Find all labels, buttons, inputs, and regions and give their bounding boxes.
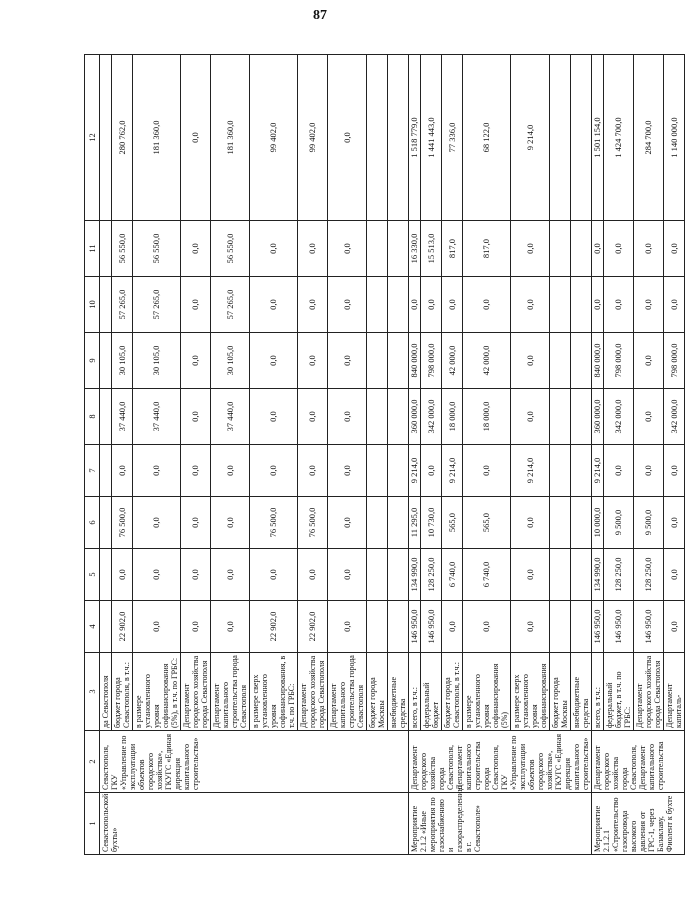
amount-cell: 42 000,0 bbox=[463, 333, 511, 389]
amount-cell: 0,0 bbox=[250, 333, 298, 389]
amount-cell bbox=[100, 549, 112, 601]
amount-cell: 10 730,0 bbox=[421, 497, 442, 549]
funding-source-cell: бюджет города Севастополя, в т.ч.: bbox=[442, 653, 463, 731]
amount-cell bbox=[550, 221, 571, 277]
amount-cell: 42 000,0 bbox=[442, 333, 463, 389]
funding-source-cell: бюджет города Москвы bbox=[367, 653, 388, 731]
amount-cell: 0,0 bbox=[664, 497, 685, 549]
amount-cell: 37 440,0 bbox=[112, 389, 133, 445]
amount-cell: 22 902,0 bbox=[112, 601, 133, 653]
amount-cell: 146 950,0 bbox=[604, 601, 634, 653]
amount-cell: 181 360,0 bbox=[133, 55, 181, 221]
amount-cell: 840 000,0 bbox=[592, 333, 604, 389]
amount-cell bbox=[367, 497, 388, 549]
amount-cell: 0,0 bbox=[328, 221, 367, 277]
amount-cell bbox=[388, 601, 409, 653]
amount-cell: 0,0 bbox=[181, 445, 211, 497]
amount-cell: 0,0 bbox=[133, 445, 181, 497]
amount-cell: 18 000,0 bbox=[442, 389, 463, 445]
amount-cell: 9 214,0 bbox=[409, 445, 421, 497]
amount-cell: 15 513,0 bbox=[421, 221, 442, 277]
amount-cell: 0,0 bbox=[181, 601, 211, 653]
amount-cell: 0,0 bbox=[328, 55, 367, 221]
amount-cell: 798 000,0 bbox=[421, 333, 442, 389]
funding-source-cell: Департамент капиталь- bbox=[664, 653, 685, 731]
amount-cell: 0,0 bbox=[664, 445, 685, 497]
amount-cell bbox=[550, 549, 571, 601]
amount-cell: 817,0 bbox=[463, 221, 511, 277]
amount-cell bbox=[571, 333, 592, 389]
funding-source-cell: Департамент городского хозяйства города Севастополя bbox=[634, 653, 664, 731]
header-row bbox=[85, 55, 100, 855]
amount-cell bbox=[571, 221, 592, 277]
amount-cell bbox=[388, 221, 409, 277]
amount-cell: 128 250,0 bbox=[421, 549, 442, 601]
amount-cell: 1 441 443,0 bbox=[421, 55, 442, 221]
amount-cell: 342 000,0 bbox=[664, 389, 685, 445]
amount-cell: 9 214,0 bbox=[592, 445, 604, 497]
table-body bbox=[85, 55, 685, 855]
amount-cell: 0,0 bbox=[250, 389, 298, 445]
amount-cell: 99 402,0 bbox=[250, 55, 298, 221]
executor-cell: Севастополя, ГКУ «Управление по эксплуатации объектов городского хозяйства», ГКУГС «Единая дирекция капитального строительства» bbox=[100, 731, 409, 793]
amount-cell: 0,0 bbox=[181, 497, 211, 549]
funding-source-cell: Департамент капитального строительства города Севастополя bbox=[328, 653, 367, 731]
amount-cell: 0,0 bbox=[211, 445, 250, 497]
amount-cell bbox=[100, 333, 112, 389]
amount-cell bbox=[367, 221, 388, 277]
amount-cell: 0,0 bbox=[211, 549, 250, 601]
header-cell: 11 bbox=[85, 221, 100, 277]
amount-cell: 37 440,0 bbox=[211, 389, 250, 445]
amount-cell: 76 500,0 bbox=[298, 497, 328, 549]
funding-source-cell: Департамент капитального строительства города Севастополя bbox=[211, 653, 250, 731]
funding-source-cell: всего, в т.ч.: bbox=[592, 653, 604, 731]
amount-cell bbox=[550, 601, 571, 653]
funding-source-cell: в размере установленного уровня софинансирования (5%) bbox=[463, 653, 511, 731]
amount-cell bbox=[100, 389, 112, 445]
amount-cell: 0,0 bbox=[664, 221, 685, 277]
rotated-table-sheet bbox=[84, 55, 683, 855]
amount-cell: 0,0 bbox=[250, 221, 298, 277]
amount-cell bbox=[367, 445, 388, 497]
amount-cell: 1 501 154,0 bbox=[592, 55, 604, 221]
amount-cell bbox=[550, 497, 571, 549]
amount-cell: 0,0 bbox=[592, 221, 604, 277]
amount-cell: 342 000,0 bbox=[421, 389, 442, 445]
amount-cell: 0,0 bbox=[634, 333, 664, 389]
amount-cell bbox=[100, 497, 112, 549]
amount-cell: 0,0 bbox=[181, 389, 211, 445]
amount-cell: 0,0 bbox=[442, 277, 463, 333]
amount-cell: 56 550,0 bbox=[112, 221, 133, 277]
amount-cell: 146 950,0 bbox=[592, 601, 604, 653]
header-cell: 10 bbox=[85, 277, 100, 333]
amount-cell: 0,0 bbox=[298, 221, 328, 277]
amount-cell: 0,0 bbox=[421, 277, 442, 333]
amount-cell: 146 950,0 bbox=[409, 601, 421, 653]
amount-cell: 0,0 bbox=[442, 601, 463, 653]
funding-source-cell: внебюджетные средства bbox=[388, 653, 409, 731]
header-cell: 5 bbox=[85, 549, 100, 601]
amount-cell: 181 360,0 bbox=[211, 55, 250, 221]
amount-cell: 342 000,0 bbox=[604, 389, 634, 445]
amount-cell: 0,0 bbox=[634, 389, 664, 445]
amount-cell: 0,0 bbox=[328, 549, 367, 601]
amount-cell bbox=[388, 55, 409, 221]
amount-cell: 0,0 bbox=[328, 277, 367, 333]
amount-cell bbox=[367, 333, 388, 389]
event-name-cell: Мероприятие 2.1.2 «Иные мероприятия по газоснабжению и газораспределению в г. Севастополе» bbox=[409, 793, 592, 855]
amount-cell: 798 000,0 bbox=[664, 333, 685, 389]
amount-cell: 798 000,0 bbox=[604, 333, 634, 389]
amount-cell bbox=[550, 333, 571, 389]
amount-cell: 0,0 bbox=[592, 277, 604, 333]
amount-cell: 0,0 bbox=[664, 277, 685, 333]
table-row bbox=[100, 55, 112, 855]
amount-cell: 0,0 bbox=[511, 389, 550, 445]
amount-cell: 0,0 bbox=[298, 445, 328, 497]
amount-cell: 0,0 bbox=[604, 445, 634, 497]
amount-cell: 1 424 700,0 bbox=[604, 55, 634, 221]
amount-cell bbox=[571, 389, 592, 445]
amount-cell: 134 990,0 bbox=[592, 549, 604, 601]
funding-source-cell: федеральный бюджет, в т.ч. по ГРБС: bbox=[604, 653, 634, 731]
amount-cell: 9 500,0 bbox=[634, 497, 664, 549]
amount-cell: 360 000,0 bbox=[409, 389, 421, 445]
funding-source-cell: бюджет города Москвы bbox=[550, 653, 571, 731]
amount-cell: 0,0 bbox=[409, 277, 421, 333]
amount-cell bbox=[571, 55, 592, 221]
amount-cell: 6 740,0 bbox=[442, 549, 463, 601]
amount-cell: 0,0 bbox=[133, 601, 181, 653]
event-name-cell: Мероприятие 2.1.2.1 «Строительство газопровода высокого давления от ГРС-1, через Балаклаву, Фиолент к бухте bbox=[592, 793, 685, 855]
amount-cell: 0,0 bbox=[328, 333, 367, 389]
amount-cell bbox=[100, 277, 112, 333]
amount-cell: 1 518 779,0 bbox=[409, 55, 421, 221]
amount-cell: 0,0 bbox=[421, 445, 442, 497]
table-row bbox=[592, 55, 604, 855]
amount-cell: 146 950,0 bbox=[634, 601, 664, 653]
amount-cell: 0,0 bbox=[511, 549, 550, 601]
amount-cell bbox=[100, 55, 112, 221]
amount-cell: 10 000,0 bbox=[592, 497, 604, 549]
amount-cell: 9 500,0 bbox=[604, 497, 634, 549]
amount-cell: 565,0 bbox=[442, 497, 463, 549]
amount-cell: 76 500,0 bbox=[250, 497, 298, 549]
amount-cell bbox=[550, 445, 571, 497]
amount-cell: 30 105,0 bbox=[211, 333, 250, 389]
amount-cell: 0,0 bbox=[604, 221, 634, 277]
header-cell: 6 bbox=[85, 497, 100, 549]
amount-cell: 360 000,0 bbox=[592, 389, 604, 445]
amount-cell: 0,0 bbox=[328, 497, 367, 549]
amount-cell bbox=[388, 445, 409, 497]
amount-cell: 57 265,0 bbox=[211, 277, 250, 333]
amount-cell: 565,0 bbox=[463, 497, 511, 549]
amount-cell bbox=[388, 277, 409, 333]
amount-cell: 76 500,0 bbox=[112, 497, 133, 549]
amount-cell bbox=[367, 55, 388, 221]
funding-source-cell: Департамент городского хозяйства города Севастополя bbox=[298, 653, 328, 731]
amount-cell: 0,0 bbox=[250, 445, 298, 497]
executor-cell: Департамент городского хозяйства города Севастополя, Департамент капитального строительства города Севастополя, ГКУ «Управление по эксплуатации объектов городского хозяйства», ГКУГС «Единая дирекция капитального строительства» bbox=[409, 731, 592, 793]
amount-cell: 57 265,0 bbox=[133, 277, 181, 333]
header-cell: 2 bbox=[85, 731, 100, 793]
amount-cell: 1 140 000,0 bbox=[664, 55, 685, 221]
amount-cell: 280 762,0 bbox=[112, 55, 133, 221]
amount-cell: 0,0 bbox=[463, 277, 511, 333]
amount-cell: 57 265,0 bbox=[112, 277, 133, 333]
amount-cell bbox=[100, 445, 112, 497]
amount-cell: 0,0 bbox=[250, 549, 298, 601]
amount-cell: 0,0 bbox=[328, 389, 367, 445]
amount-cell: 0,0 bbox=[181, 549, 211, 601]
amount-cell bbox=[550, 277, 571, 333]
amount-cell: 0,0 bbox=[463, 601, 511, 653]
header-cell: 4 bbox=[85, 601, 100, 653]
amount-cell bbox=[367, 601, 388, 653]
amount-cell: 22 902,0 bbox=[250, 601, 298, 653]
amount-cell: 0,0 bbox=[298, 277, 328, 333]
amount-cell: 22 902,0 bbox=[298, 601, 328, 653]
amount-cell: 0,0 bbox=[133, 497, 181, 549]
amount-cell: 0,0 bbox=[511, 333, 550, 389]
amount-cell: 284 700,0 bbox=[634, 55, 664, 221]
header-cell: 7 bbox=[85, 445, 100, 497]
amount-cell: 0,0 bbox=[211, 497, 250, 549]
amount-cell bbox=[550, 55, 571, 221]
header-cell: 3 bbox=[85, 653, 100, 731]
amount-cell: 9 214,0 bbox=[511, 445, 550, 497]
amount-cell: 37 440,0 bbox=[133, 389, 181, 445]
funding-source-cell: в размере сверх установленного уровня софинансирования, в т.ч. по ГРБС: bbox=[250, 653, 298, 731]
amount-cell: 0,0 bbox=[511, 221, 550, 277]
amount-cell bbox=[388, 389, 409, 445]
amount-cell bbox=[367, 389, 388, 445]
amount-cell bbox=[571, 549, 592, 601]
amount-cell bbox=[571, 277, 592, 333]
amount-cell: 0,0 bbox=[298, 333, 328, 389]
amount-cell: 0,0 bbox=[112, 445, 133, 497]
amount-cell bbox=[388, 333, 409, 389]
funding-source-cell: в размере установленного уровня софинансирования (5%), в т.ч. по ГРБС: bbox=[133, 653, 181, 731]
amount-cell bbox=[100, 221, 112, 277]
amount-cell: 134 990,0 bbox=[409, 549, 421, 601]
amount-cell: 6 740,0 bbox=[463, 549, 511, 601]
header-cell: 12 bbox=[85, 55, 100, 221]
funding-source-cell: в размере сверх установленного уровня софинансирования bbox=[511, 653, 550, 731]
amount-cell: 11 295,0 bbox=[409, 497, 421, 549]
amount-cell: 56 550,0 bbox=[133, 221, 181, 277]
amount-cell: 0,0 bbox=[181, 221, 211, 277]
amount-cell: 9 214,0 bbox=[511, 55, 550, 221]
amount-cell bbox=[571, 601, 592, 653]
amount-cell: 68 122,0 bbox=[463, 55, 511, 221]
amount-cell bbox=[100, 601, 112, 653]
amount-cell: 0,0 bbox=[328, 445, 367, 497]
funding-source-cell: бюджет города Севастополя, в т.ч.: bbox=[112, 653, 133, 731]
amount-cell bbox=[571, 497, 592, 549]
amount-cell: 0,0 bbox=[634, 277, 664, 333]
amount-cell: 16 330,0 bbox=[409, 221, 421, 277]
amount-cell: 99 402,0 bbox=[298, 55, 328, 221]
amount-cell: 840 000,0 bbox=[409, 333, 421, 389]
amount-cell: 30 105,0 bbox=[112, 333, 133, 389]
header-cell: 9 bbox=[85, 333, 100, 389]
amount-cell: 56 550,0 bbox=[211, 221, 250, 277]
header-cell: 8 bbox=[85, 389, 100, 445]
amount-cell: 0,0 bbox=[634, 445, 664, 497]
amount-cell: 0,0 bbox=[664, 549, 685, 601]
amount-cell: 0,0 bbox=[328, 601, 367, 653]
amount-cell: 18 000,0 bbox=[463, 389, 511, 445]
amount-cell: 0,0 bbox=[211, 601, 250, 653]
amount-cell: 30 105,0 bbox=[133, 333, 181, 389]
amount-cell: 0,0 bbox=[133, 549, 181, 601]
amount-cell: 0,0 bbox=[181, 55, 211, 221]
amount-cell bbox=[367, 277, 388, 333]
amount-cell: 0,0 bbox=[634, 221, 664, 277]
funding-source-cell: всего, в т.ч.: bbox=[409, 653, 421, 731]
amount-cell: 0,0 bbox=[181, 333, 211, 389]
amount-cell bbox=[367, 549, 388, 601]
amount-cell: 0,0 bbox=[511, 497, 550, 549]
budget-table bbox=[84, 54, 685, 855]
header-cell: 1 bbox=[85, 793, 100, 855]
funding-source-cell: да Севастополя bbox=[100, 653, 112, 731]
executor-cell: Департамент городского хозяйства города Севастополя, Департамент капитального строительства bbox=[592, 731, 685, 793]
amount-cell: 128 250,0 bbox=[604, 549, 634, 601]
amount-cell: 146 950,0 bbox=[421, 601, 442, 653]
amount-cell: 77 336,0 bbox=[442, 55, 463, 221]
amount-cell: 0,0 bbox=[511, 601, 550, 653]
page-number: 87 bbox=[313, 8, 327, 23]
amount-cell bbox=[388, 549, 409, 601]
funding-source-cell: федеральный бюджет bbox=[421, 653, 442, 731]
amount-cell: 0,0 bbox=[298, 389, 328, 445]
amount-cell bbox=[571, 445, 592, 497]
amount-cell: 0,0 bbox=[112, 549, 133, 601]
amount-cell: 0,0 bbox=[298, 549, 328, 601]
amount-cell: 0,0 bbox=[664, 601, 685, 653]
amount-cell: 0,0 bbox=[463, 445, 511, 497]
amount-cell: 9 214,0 bbox=[442, 445, 463, 497]
amount-cell: 0,0 bbox=[181, 277, 211, 333]
amount-cell: 128 250,0 bbox=[634, 549, 664, 601]
amount-cell bbox=[550, 389, 571, 445]
amount-cell: 0,0 bbox=[511, 277, 550, 333]
table-row bbox=[409, 55, 421, 855]
amount-cell: 817,0 bbox=[442, 221, 463, 277]
amount-cell: 0,0 bbox=[250, 277, 298, 333]
funding-source-cell: Департамент городского хозяйства города Севастополя bbox=[181, 653, 211, 731]
amount-cell: 0,0 bbox=[604, 277, 634, 333]
amount-cell bbox=[388, 497, 409, 549]
event-name-cell: Севастопольской бухты» bbox=[100, 793, 409, 855]
funding-source-cell: внебюджетные средства bbox=[571, 653, 592, 731]
